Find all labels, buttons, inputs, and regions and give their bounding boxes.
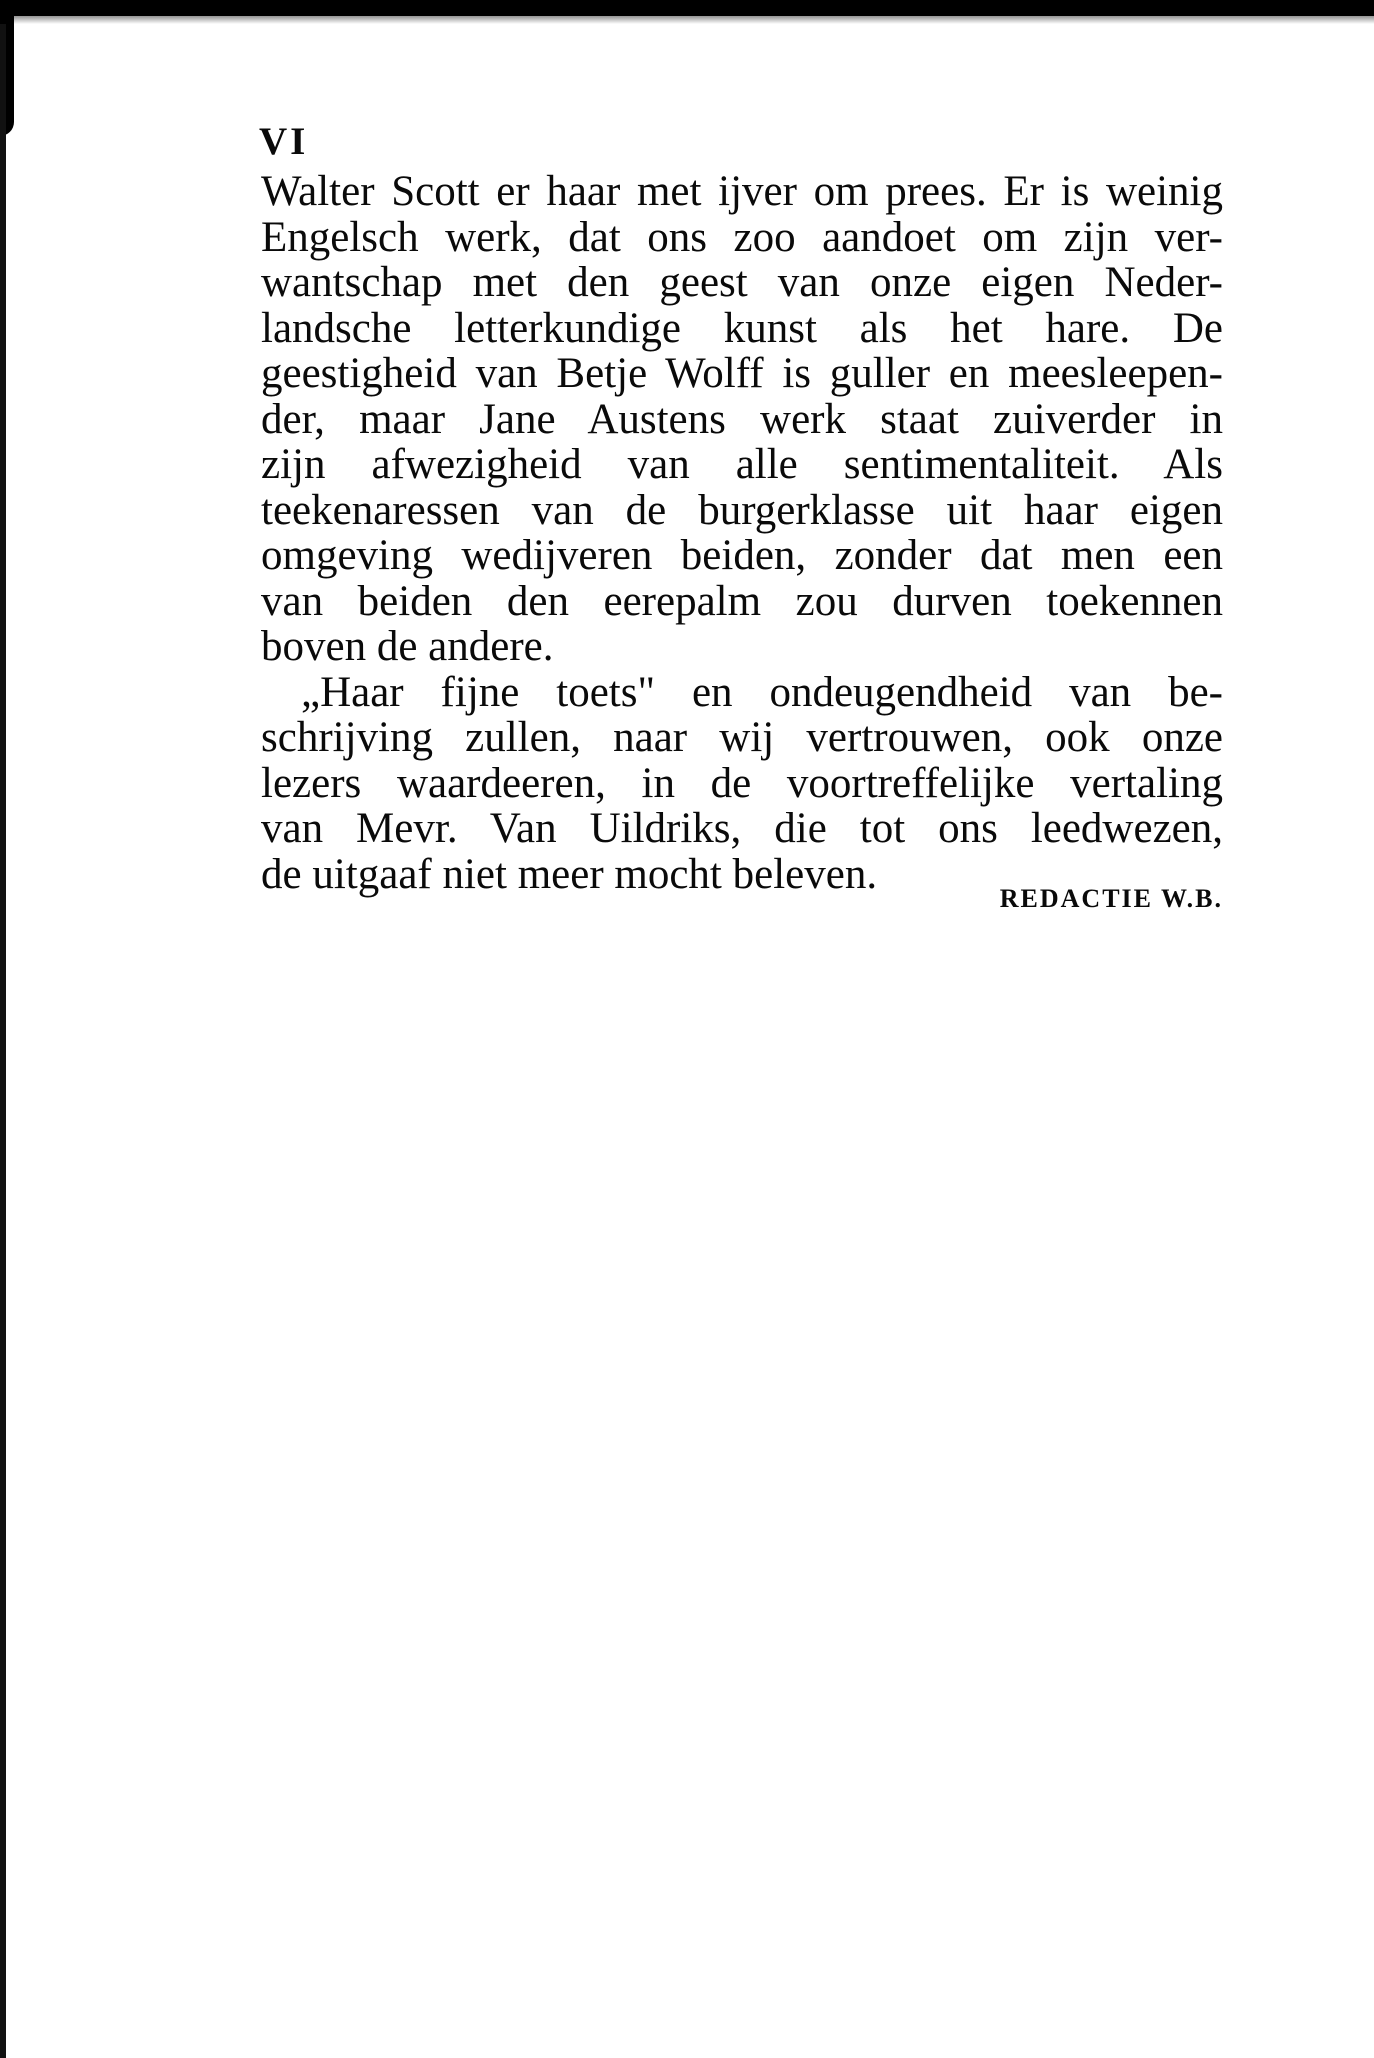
body-text <box>261 169 1223 897</box>
scan-top-edge <box>0 0 1374 16</box>
text-line: omgeving wedijveren beiden, zonder dat men een <box>261 532 1223 579</box>
text-line: landsche letterkundige kunst als het hare. De <box>261 304 1223 352</box>
text-line: zijn afwezigheid van alle sentimentaliteit. Als <box>261 441 1223 488</box>
text-line: schrijving zullen, naar wij vertrouwen, ook onze <box>261 714 1223 761</box>
text-line: lezers waardeeren, in de voortreffelijke vertaling <box>261 759 1223 807</box>
text-line: Walter Scott er haar met ijver om prees. Er is weinig <box>261 168 1223 215</box>
text-line: Engelsch werk, dat ons zoo aandoet om zijn ver- <box>261 213 1223 261</box>
editorial-signature: REDACTIE W.B. <box>999 884 1223 913</box>
scan-left-edge <box>0 24 6 2058</box>
text-line: boven de andere. <box>261 623 554 670</box>
text-line: „Haar fijne toets" en ondeugendheid van be- <box>301 668 1223 716</box>
text-line: de uitgaaf niet meer mocht beleven. <box>261 850 878 898</box>
scan-top-edge-shadow <box>0 16 1374 24</box>
text-line: van beiden den eerepalm zou durven toekennen <box>261 577 1223 625</box>
page-number: VI <box>259 120 309 163</box>
text-line: van Mevr. Van Uildriks, die tot ons leedwezen, <box>261 805 1223 852</box>
paragraph-2 <box>261 670 1223 898</box>
text-line: teekenaressen van de burgerklasse uit haar eigen <box>261 486 1223 534</box>
text-line: geestigheid van Betje Wolff is guller en meesleepen- <box>261 350 1223 397</box>
paragraph-1 <box>261 169 1223 670</box>
text-line: der, maar Jane Austens werk staat zuiverder in <box>261 395 1223 443</box>
text-line: wantschap met den geest van onze eigen Neder- <box>261 259 1223 306</box>
